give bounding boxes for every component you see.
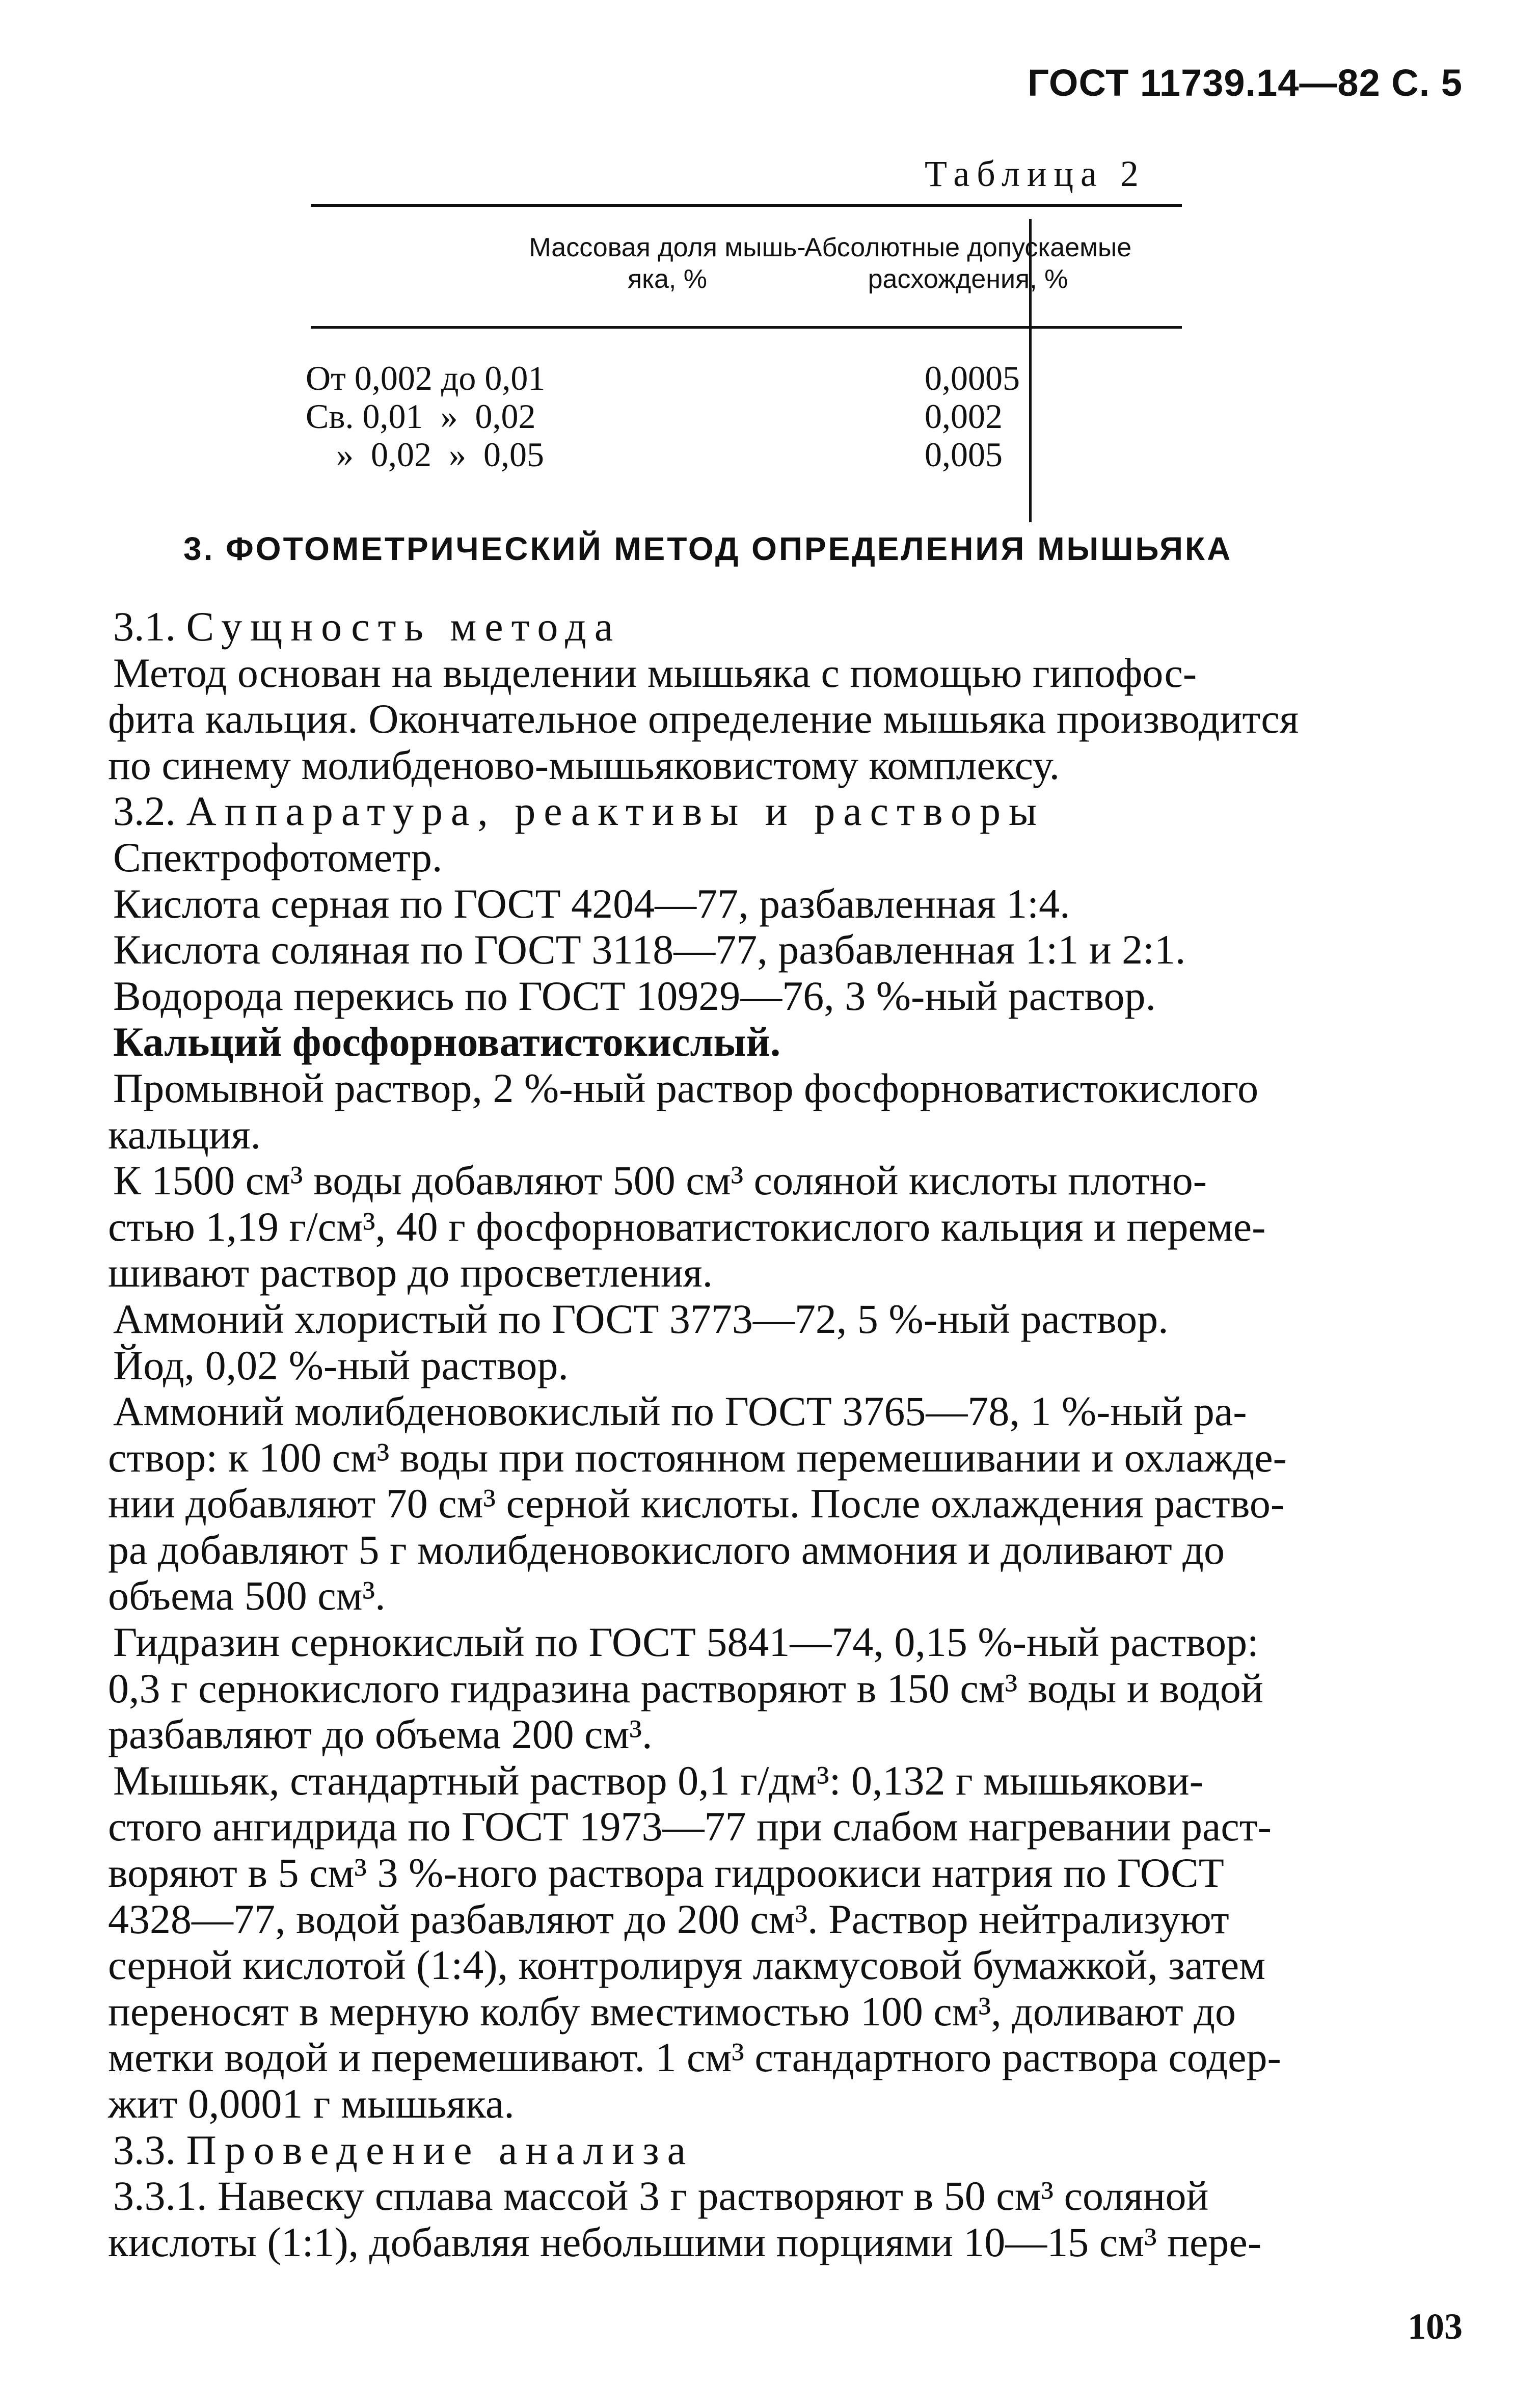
text-line: Кальций фосфорноватистокислый. (113, 1019, 781, 1065)
subsection-heading-3-3: 3.3. Проведение анализа (113, 2126, 694, 2173)
table-header-rule (311, 326, 1182, 329)
text-line: разбавляют до объема 200 см³. (108, 1711, 653, 1758)
table-cell-range: От 0,002 до 0,01 (306, 359, 546, 397)
table-title: Таблица 2 (925, 153, 1146, 194)
text-line: серной кислотой (1:4), контролируя лакмусовой бумажкой, затем (108, 1942, 1265, 1989)
text-line: Промывной раствор, 2 %-ный раствор фосфорноватистокислого (113, 1064, 1259, 1111)
text-line: нии добавляют 70 см³ серной кислоты. После охлаждения раство- (108, 1480, 1285, 1527)
text-line: 3.3.1. Навеску сплава массой 3 г растворяют в 50 см³ соляной (113, 2173, 1209, 2219)
col-header-arsenic-fraction: Массовая доля мышь- яка, % (529, 233, 806, 294)
table-top-rule (311, 204, 1182, 207)
text-line: Гидразин сернокислый по ГОСТ 5841—74, 0,15 %-ный раствор: (113, 1619, 1259, 1666)
table-col-range (306, 359, 545, 474)
text-line: объема 500 см³. (108, 1572, 386, 1619)
text-line: стого ангидрида по ГОСТ 1973—77 при слабом нагревании раст- (108, 1803, 1272, 1850)
table-col-value (925, 359, 1020, 474)
text-line: метки водой и перемешивают. 1 см³ стандартного раствора содер- (108, 2034, 1281, 2081)
table-cell-value: 0,002 (925, 397, 1003, 436)
col-header-allowed-discrepancy: Абсолютные допускаемые расхождения, % (804, 233, 1132, 294)
page-header: ГОСТ 11739.14—82 С. 5 (1027, 62, 1463, 104)
text-line: Мышьяк, стандартный раствор 0,1 г/дм³: 0,132 г мышьякови- (113, 1757, 1203, 1804)
text-line: Водорода перекись по ГОСТ 10929—76, 3 %-ный раствор. (113, 972, 1156, 1019)
table-cell-range: » 0,02 » 0,05 (336, 435, 544, 474)
text-line: ра добавляют 5 г молибденовокислого аммония и доливают до (108, 1526, 1225, 1573)
section-title: 3. ФОТОМЕТРИЧЕСКИЙ МЕТОД ОПРЕДЕЛЕНИЯ МЫШЬЯКА (183, 530, 1233, 567)
text-line: 4328—77, водой разбавляют до 200 см³. Раствор нейтрализуют (108, 1895, 1229, 1942)
text-line: фита кальция. Окончательное определение мышьяка производится (108, 695, 1299, 742)
text-line: стью 1,19 г/см³, 40 г фосфорноватистокислого кальция и переме- (108, 1203, 1266, 1250)
text-line: Спектрофотометр. (113, 834, 443, 880)
table-cell-range: Св. 0,01 » 0,02 (306, 397, 536, 436)
text-line: Аммоний молибденовокислый по ГОСТ 3765—78, 1 %-ный ра- (113, 1388, 1247, 1435)
text-line: К 1500 см³ воды добавляют 500 см³ соляной кислоты плотно- (113, 1157, 1207, 1204)
text-line: створ: к 100 см³ воды при постоянном перемешивании и охлажде- (108, 1434, 1287, 1481)
text-line: кислоты (1:1), добавляя небольшими порциями 10—15 см³ пере- (108, 2218, 1262, 2265)
text-line: 0,3 г сернокислого гидразина растворяют в 150 см³ воды и водой (108, 1665, 1263, 1711)
text-line: кальция. (108, 1111, 261, 1158)
text-line: Кислота серная по ГОСТ 4204—77, разбавленная 1:4. (113, 880, 1070, 927)
table-cell-value: 0,005 (925, 435, 1003, 474)
text-line: Метод основан на выделении мышьяка с помощью гипофос- (113, 649, 1197, 696)
page-number: 103 (1408, 2306, 1463, 2347)
text-line: шивают раствор до просветления. (108, 1249, 713, 1296)
text-line: по синему молибденово-мышьяковистому комплексу. (108, 741, 1060, 788)
subsection-heading-3-2: 3.2. Аппаратура, реактивы и растворы (113, 788, 1045, 835)
text-line: Йод, 0,02 %-ный раствор. (113, 1342, 569, 1388)
body-text (108, 603, 1468, 2265)
subsection-heading-3-1: 3.1. Сущность метода (113, 603, 622, 650)
text-line: Кислота соляная по ГОСТ 3118—77, разбавленная 1:1 и 2:1. (113, 926, 1186, 973)
text-line: жит 0,0001 г мышьяка. (108, 2080, 515, 2127)
text-line: переносят в мерную колбу вместимостью 100 см³, доливают до (108, 1988, 1236, 2035)
text-line: Аммоний хлористый по ГОСТ 3773—72, 5 %-ный раствор. (113, 1295, 1169, 1342)
text-line: воряют в 5 см³ 3 %-ного раствора гидроокиси натрия по ГОСТ (108, 1850, 1224, 1896)
table-cell-value: 0,0005 (925, 359, 1020, 397)
